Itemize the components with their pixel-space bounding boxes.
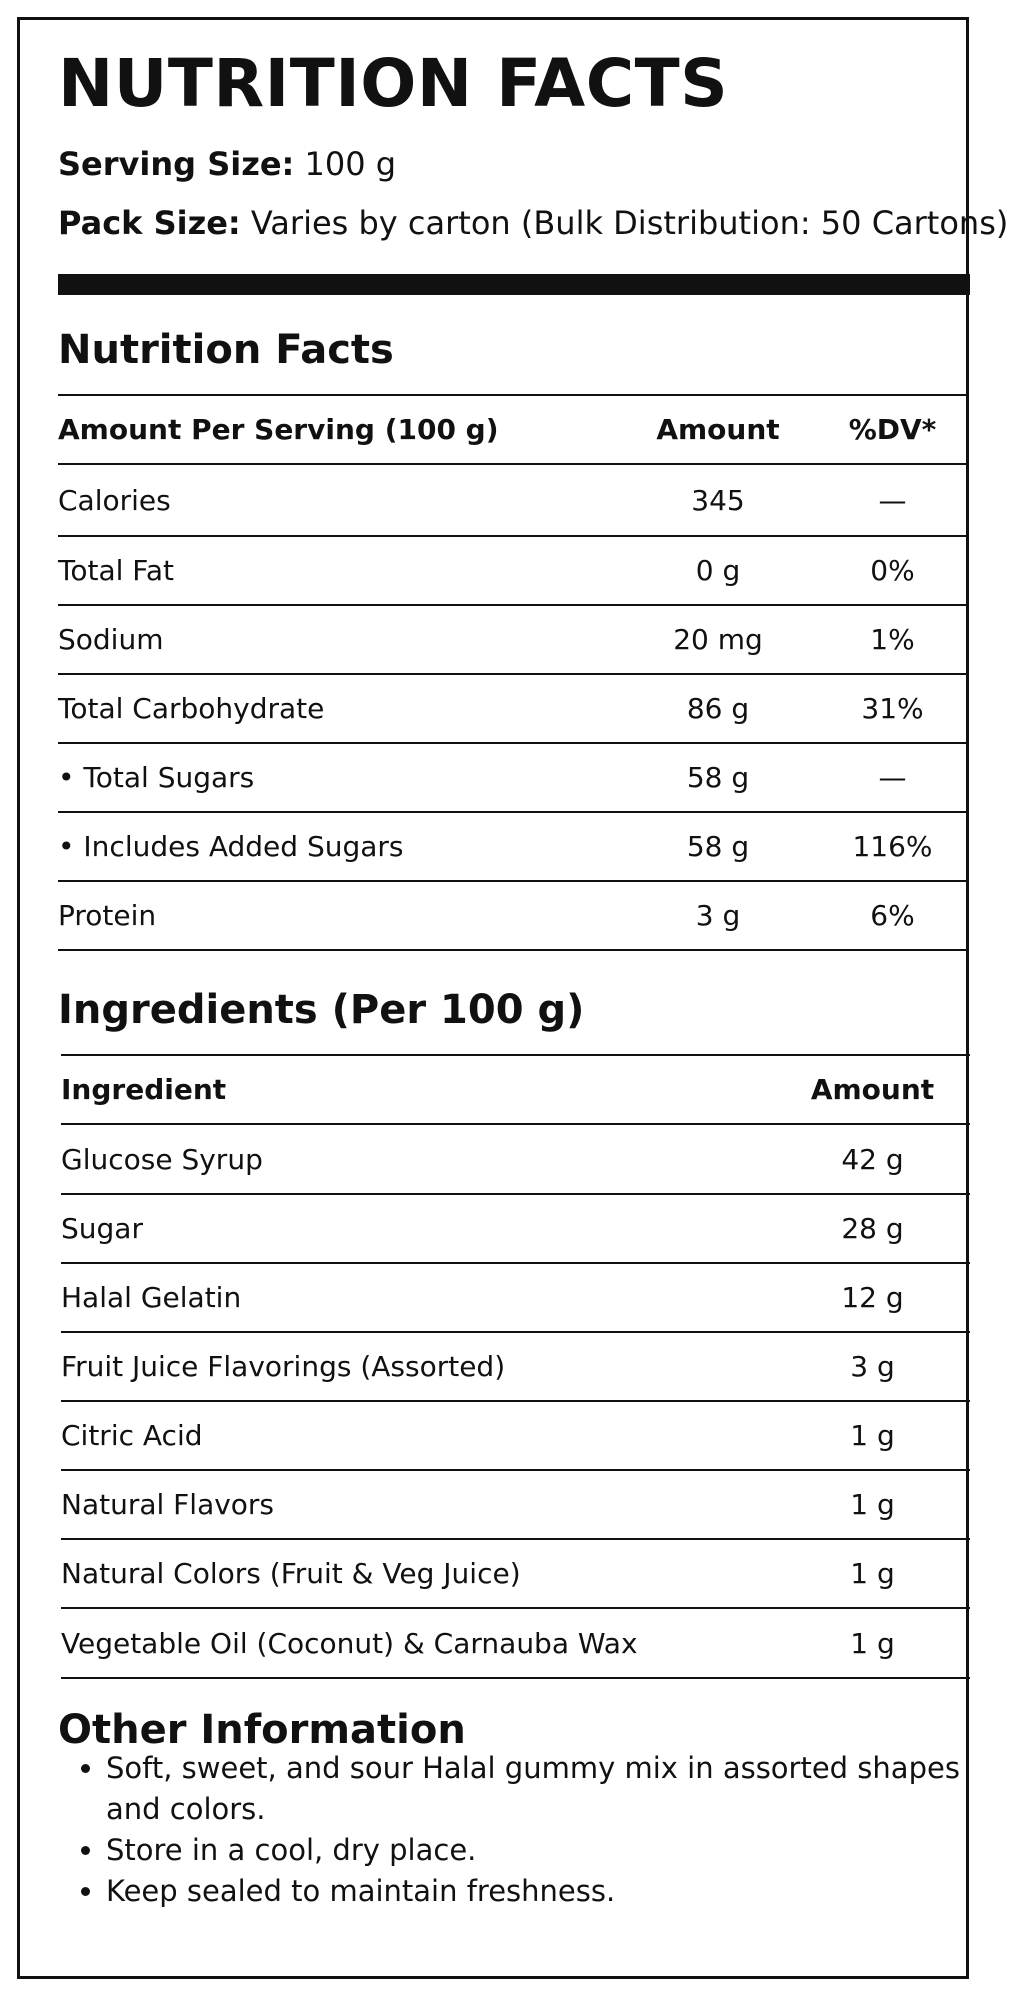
row-value: 20 mg: [673, 623, 763, 656]
pack-size-value: Varies by carton (Bulk Distribution: 50 Cartons): [250, 204, 1009, 242]
row-value: 0%: [870, 554, 915, 587]
serving-size: [58, 144, 396, 184]
row-label: Sodium: [58, 623, 164, 656]
other-info-list: [58, 1748, 1006, 1912]
row-value: 42 g: [841, 1142, 904, 1176]
row-value: 3 g: [695, 899, 741, 932]
page-title: NUTRITION FACTS: [58, 45, 729, 122]
serving-size-label: Serving Size:: [58, 145, 295, 183]
table-row: [58, 674, 967, 743]
row-label: Natural Colors (Fruit & Veg Juice): [61, 1557, 521, 1590]
row-label: Vegetable Oil (Coconut) & Carnauba Wax: [61, 1626, 638, 1660]
table-row: [58, 743, 967, 812]
table-row: [61, 1263, 970, 1332]
divider-bar: [58, 274, 970, 295]
table-row: [58, 464, 967, 536]
row-label: Calories: [58, 483, 171, 517]
row-label: Natural Flavors: [61, 1488, 275, 1521]
column-header: Amount Per Serving (100 g): [58, 413, 499, 446]
pack-size: [58, 203, 1008, 243]
row-value: 1%: [870, 623, 915, 656]
list-item: • Soft, sweet, and sour Halal gummy mix in assorted shapes and colors.: [106, 1748, 1006, 1830]
table-row: [58, 605, 967, 674]
row-label: Fruit Juice Flavorings (Assorted): [61, 1350, 506, 1383]
column-header: Amount: [656, 413, 780, 446]
table-row: [61, 1124, 970, 1194]
table-row: [58, 812, 967, 881]
serving-size-value: 100 g: [304, 145, 397, 183]
list-item: • Keep sealed to maintain freshness.: [106, 1871, 1006, 1912]
row-label: Total Fat: [58, 554, 174, 587]
table-row: [61, 1470, 970, 1539]
row-label: Halal Gelatin: [61, 1281, 242, 1314]
pack-size-label: Pack Size:: [58, 204, 241, 242]
row-value: 1 g: [850, 1419, 895, 1452]
table-row: [61, 1194, 970, 1263]
column-header: Ingredient: [61, 1073, 227, 1106]
row-value: —: [878, 761, 907, 794]
row-value: 3 g: [850, 1350, 895, 1383]
row-value: 28 g: [841, 1212, 904, 1245]
row-label: Total Carbohydrate: [58, 692, 325, 725]
row-value: 58 g: [686, 830, 750, 863]
nutrition-table: [58, 394, 967, 951]
table-header-row: [61, 1055, 970, 1124]
list-item: • Store in a cool, dry place.: [106, 1830, 1006, 1871]
row-value: 345: [691, 483, 745, 517]
row-label: • Includes Added Sugars: [58, 830, 404, 863]
table-row: [61, 1401, 970, 1470]
row-value: 1 g: [850, 1557, 895, 1590]
row-value: 1 g: [850, 1488, 895, 1521]
table-row: [61, 1539, 970, 1608]
row-value: 12 g: [841, 1281, 904, 1314]
row-value: 31%: [861, 692, 924, 725]
row-value: 0 g: [695, 554, 741, 587]
table-header-row: [58, 395, 967, 464]
row-value: 116%: [852, 830, 933, 863]
row-label: Protein: [58, 899, 157, 932]
row-value: 1 g: [850, 1626, 895, 1660]
ingredients-table: [61, 1054, 970, 1679]
nutrition-heading: Nutrition Facts: [58, 327, 394, 373]
row-label: • Total Sugars: [58, 761, 255, 794]
row-value: 58 g: [686, 761, 750, 794]
column-header: %DV*: [848, 413, 937, 446]
column-header: Amount: [810, 1073, 935, 1106]
table-row: [61, 1608, 970, 1678]
table-row: [61, 1332, 970, 1401]
row-label: Sugar: [61, 1212, 143, 1245]
table-row: [58, 536, 967, 605]
row-value: 6%: [870, 899, 915, 932]
row-value: 86 g: [686, 692, 750, 725]
row-label: Citric Acid: [61, 1419, 203, 1452]
row-label: Glucose Syrup: [61, 1142, 263, 1176]
other-info-heading: Other Information: [58, 1707, 466, 1753]
row-value: —: [878, 483, 907, 517]
table-row: [58, 881, 967, 950]
ingredients-heading: Ingredients (Per 100 g): [58, 987, 585, 1033]
